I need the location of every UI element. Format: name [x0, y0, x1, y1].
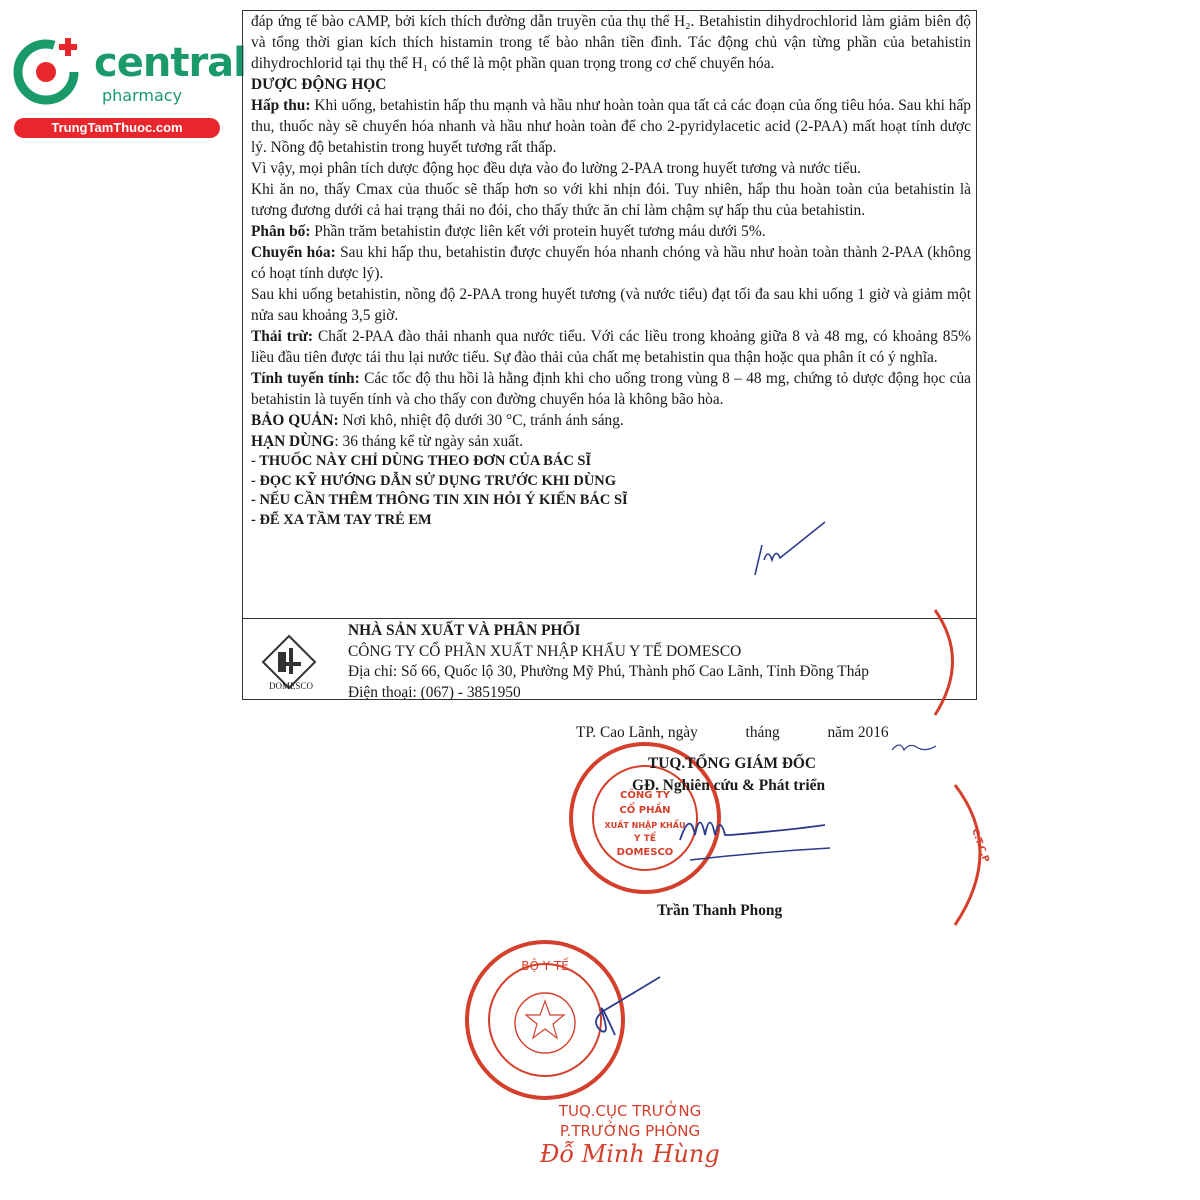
absorption-paragraph: [251, 95, 971, 158]
warning-line: - ĐỂ XA TẦM TAY TRẺ EM: [251, 511, 432, 528]
metabolism-paragraph-2: Sau khi uống betahistin, nồng độ 2-PAA trong huyết tương (và nước tiểu) đạt tối đa sau khi uống 1 giờ và giảm một nửa sau khoảng 3,5 giờ.: [251, 286, 971, 324]
leaflet-body: [251, 11, 971, 530]
manufacturer-footer: [243, 618, 976, 701]
svg-text:BỘ Y TẾ: BỘ Y TẾ: [521, 959, 569, 973]
ministry-signature-icon: [585, 975, 665, 1045]
central-pharmacy-logo-icon: [10, 36, 90, 116]
director-signature-icon: [670, 800, 830, 870]
linearity-paragraph: [251, 368, 971, 410]
brand-url[interactable]: TrungTamThuoc.com: [14, 118, 220, 138]
small-signature-icon: [890, 738, 940, 758]
stamp-right-text: C.T.C.P: [969, 827, 991, 864]
storage-label: BẢO QUẢN:: [251, 412, 339, 429]
brand-sub: pharmacy: [102, 86, 183, 105]
distribution-label: Phân bố:: [251, 223, 311, 240]
metabolism-label: Chuyển hóa:: [251, 244, 336, 261]
storage-paragraph: [251, 410, 971, 431]
partial-stamp-icon: [930, 605, 970, 720]
elimination-paragraph: [251, 326, 971, 368]
absorption-label: Hấp thu:: [251, 97, 311, 114]
svg-text:CỔ PHẦN: CỔ PHẦN: [619, 805, 671, 816]
sign-title-2: GĐ. Nghiên cứu & Phát triển: [632, 777, 826, 794]
warning-line: - THUỐC NÀY CHỈ DÙNG THEO ĐƠN CỦA BÁC SĨ: [251, 453, 592, 469]
brand-name: central: [94, 40, 246, 86]
expiry-text: : 36 tháng kể từ ngày sản xuất.: [334, 433, 524, 450]
manufacturer-phone: Điện thoại: (067) - 3851950: [348, 683, 521, 701]
warning-line: - ĐỌC KỸ HƯỚNG DẪN SỬ DỤNG TRƯỚC KHI DÙNG: [251, 472, 617, 489]
manufacturer-address: Địa chỉ: Số 66, Quốc lộ 30, Phường Mỹ Phú, Thành phố Cao Lãnh, Tỉnh Đồng Tháp: [348, 663, 869, 680]
distribution-text: Phần trăm betahistin được liên kết với protein huyết tương máu dưới 5%.: [310, 223, 766, 240]
svg-text:Y TẾ: Y TẾ: [634, 834, 656, 844]
expiry-label: HẠN DÙNG: [251, 433, 335, 450]
ministry-title-1: TUQ.CỤC TRƯỞNG: [558, 1102, 702, 1120]
manufacturer-company: CÔNG TY CỔ PHẦN XUẤT NHẬP KHẨU Y TẾ DOMESCO: [348, 642, 742, 660]
expiry-paragraph: [251, 431, 971, 452]
linearity-label: Tính tuyến tính:: [251, 370, 360, 387]
intro-paragraph: đáp ứng tế bào cAMP, bởi kích thích đường dẫn truyền của thụ thể H₂. Betahistin dihydrochlorid làm giảm biên độ và tổng thời gian kích thích histamin trong tế bào nhân tiền đình. Tác động chủ vận từng phần của betahistin dihydrochlorid tại thụ thể H₁ có thể là một phần quan trọng trong cơ chế chuyển hóa.: [251, 13, 971, 72]
warning-line: - NẾU CẦN THÊM THÔNG TIN XIN HỎI Ý KIẾN BÁC SĨ: [251, 492, 628, 508]
leaflet-page: [242, 10, 977, 700]
sign-place: TP. Cao Lãnh, ngày: [576, 724, 698, 741]
ministry-signer-name: Đỗ Minh Hùng: [540, 1140, 720, 1168]
absorption-text: Khi uống, betahistin hấp thu mạnh và hầu như hoàn toàn qua tất cả các đoạn của ống tiêu hóa. Sau khi hấp thu, thuốc này sẽ chuyển hóa nhanh và hầu như hoàn toàn để cho 2-pyridylacetic acid (2-PAA) mất hoạt tính dược lý. Nồng độ betahistin trong huyết tương rất thấp.: [251, 97, 971, 156]
domesco-logo-label: DOMESCO: [268, 681, 313, 691]
sign-title-1: TUQ.TỔNG GIÁM ĐỐC: [648, 755, 817, 772]
elimination-text: Chất 2-PAA đào thải nhanh qua nước tiểu. Với các liều trong khoảng giữa 8 và 48 mg, có khoảng 85% liều đầu tiên được tái thu lại nước tiểu. Sự đào thải của chất mẹ betahistin qua thận hoặc qua phân ít có ý nghĩa.: [251, 328, 971, 366]
svg-text:CÔNG TY: CÔNG TY: [620, 790, 670, 801]
svg-text:DOMESCO: DOMESCO: [616, 847, 674, 858]
ministry-title-2: P.TRƯỞNG PHÒNG: [559, 1122, 701, 1140]
linearity-text: Các tốc độ thu hồi là hằng định khi cho uống trong vùng 8 – 48 mg, chứng tỏ dược động học của betahistin là tuyến tính và cho thấy con đường chuyển hóa là không bão hòa.: [251, 370, 971, 408]
sign-month: tháng: [745, 724, 780, 741]
sign-year: năm 2016: [827, 724, 889, 741]
metabolism-paragraph: [251, 242, 971, 284]
manufacturer-info: [348, 621, 973, 703]
initials-signature-icon: [750, 520, 830, 580]
absorption-paragraph-2: Vì vậy, mọi phân tích dược động học đều dựa vào đo lường 2-PAA trong huyết tương và nước tiểu.: [251, 160, 861, 177]
partial-company-stamp-icon: [950, 780, 1000, 930]
brand-logo: [10, 36, 246, 136]
elimination-label: Thải trừ:: [251, 328, 314, 345]
absorption-paragraph-3: Khi ăn no, thấy Cmax của thuốc sẽ thấp hơn so với khi nhịn đói. Tuy nhiên, hấp thu hoàn toàn của betahistin là tương đương dưới cả hai trạng thái no đói, cho thấy thức ăn chỉ làm chậm sự hấp thu của betahistin.: [251, 181, 971, 219]
pk-heading: DƯỢC ĐỘNG HỌC: [251, 76, 387, 93]
distribution-paragraph: [251, 221, 971, 242]
svg-text:XUẤT NHẬP KHẨU: XUẤT NHẬP KHẨU: [604, 821, 686, 830]
manufacturer-heading: NHÀ SẢN XUẤT VÀ PHÂN PHỐI: [348, 622, 581, 639]
signer-name: Trần Thanh Phong: [657, 902, 783, 919]
storage-text: Nơi khô, nhiệt độ dưới 30 °C, tránh ánh sáng.: [338, 412, 624, 429]
metabolism-text: Sau khi hấp thu, betahistin được chuyển hóa nhanh chóng và hầu như hoàn toàn thành 2-PAA (không có hoạt tính dược lý).: [251, 244, 971, 282]
